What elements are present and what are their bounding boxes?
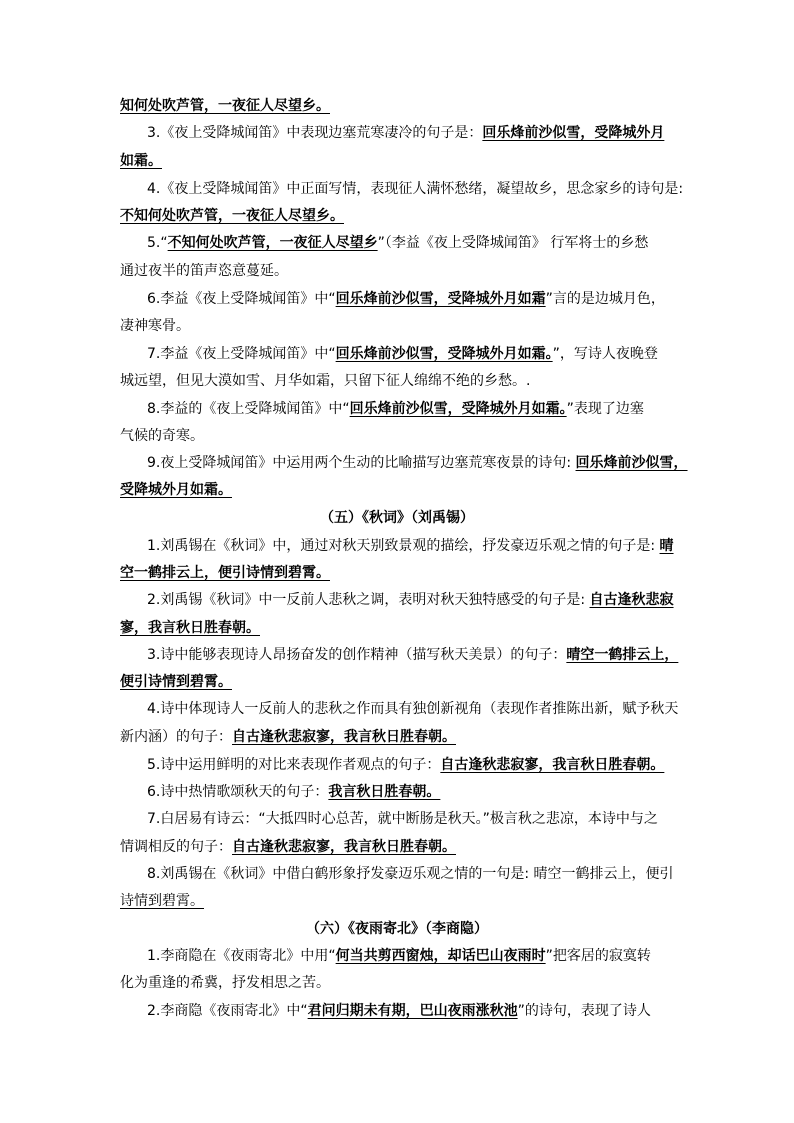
question-text: 5.“ xyxy=(147,235,168,251)
question-text: ”把客居的寂寞转 xyxy=(545,948,651,964)
answer-text: 回乐烽前沙似雪， xyxy=(575,455,688,471)
question-text: 1.李商隐在《夜雨寄北》中用“ xyxy=(147,948,336,964)
question-item xyxy=(147,589,674,611)
question-item xyxy=(147,398,644,420)
question-item xyxy=(147,1000,651,1022)
answer-text: 晴 xyxy=(659,538,674,554)
question-text: 化为重逢的希冀，抒发相思之苦。 xyxy=(120,975,330,991)
text-line xyxy=(120,425,204,447)
answer-text: 晴空一鹤排云上， xyxy=(566,647,679,663)
question-text: 6.李益《夜上受降城闻笛》中“ xyxy=(147,291,336,307)
answer-text: 回乐烽前沙似雪，受降城外月如霜。 xyxy=(335,346,553,362)
question-text: 7.白居易有诗云：“大抵四时心总苦，就中断肠是秋天。”极言秋之悲凉，本诗中与之 xyxy=(147,811,658,827)
answer-text: 我言秋日胜春朝。 xyxy=(328,784,441,800)
question-text: 2.李商隐《夜雨寄北》中“ xyxy=(147,1003,308,1019)
question-text: 3.《夜上受降城闻笛》中表现边塞荒寒凄冷的句子是： xyxy=(147,125,483,141)
text-line xyxy=(120,95,330,117)
question-item xyxy=(147,945,651,967)
question-item xyxy=(147,535,674,557)
answer-text: 诗情到碧霄。 xyxy=(120,893,204,909)
text-line xyxy=(120,671,232,693)
answer-text: 不知何处吹芦管，一夜征人尽望乡。 xyxy=(120,208,344,224)
question-item xyxy=(147,288,665,310)
question-text: ”言的是边城月色， xyxy=(545,291,665,307)
answer-text: 如霜。 xyxy=(120,153,162,169)
question-item xyxy=(147,178,683,200)
question-text: 情调相反的句子： xyxy=(120,839,232,855)
question-item xyxy=(147,644,678,666)
question-text: 新内涵）的句子： xyxy=(120,729,232,745)
question-item xyxy=(147,343,658,365)
answer-text: 便引诗情到碧霄。 xyxy=(120,674,232,690)
text-line xyxy=(120,315,190,337)
question-item xyxy=(147,452,688,474)
question-item xyxy=(147,808,658,830)
text-line xyxy=(120,479,232,501)
text-line xyxy=(120,972,330,994)
text-line xyxy=(120,205,344,227)
question-text: 通过夜半的笛声恣意蔓延。 xyxy=(120,263,288,279)
answer-text: 寥，我言秋日胜春朝。 xyxy=(120,620,260,636)
answer-text: 何当共剪西窗烛，却话巴山夜雨时 xyxy=(335,948,546,964)
answer-text: 知何处吹芦管，一夜征人尽望乡。 xyxy=(120,98,330,114)
answer-text: 自古逢秋悲寂寥，我言秋日胜春朝。 xyxy=(232,839,456,855)
question-item xyxy=(147,754,664,776)
text-line xyxy=(120,150,162,172)
question-item xyxy=(147,781,440,803)
text-line xyxy=(120,260,288,282)
question-text: 8.李益的《夜上受降城闻笛》中“ xyxy=(147,401,350,417)
section-heading: （五）《秋词》（刘禹锡） xyxy=(320,510,474,526)
question-item xyxy=(147,863,674,885)
question-text: 城远望，但见大漠如雪、月华如霜，只留下征人绵绵不绝的乡愁。. xyxy=(120,373,531,389)
question-text: 3.诗中能够表现诗人昂扬奋发的创作精神（描写秋天美景）的句子： xyxy=(147,647,567,663)
text-line xyxy=(120,562,330,584)
answer-text: 回乐烽前沙似雪，受降城外月如霜。 xyxy=(349,401,567,417)
answer-text: 不知何处吹芦管，一夜征人尽望乡 xyxy=(167,235,378,251)
question-text: 1.刘禹锡在《秋词》中，通过对秋天别致景观的描绘，抒发豪迈乐观之情的句子是: xyxy=(147,538,660,554)
question-text: 凄神寒骨。 xyxy=(120,318,190,334)
text-line xyxy=(120,370,530,392)
answer-text: 君问归期未有期，巴山夜雨涨秋池 xyxy=(307,1003,518,1019)
question-text: ”（李益《夜上受降城闻笛》 行军将士的乡愁 xyxy=(377,235,649,251)
question-text: ”表现了边塞 xyxy=(566,401,644,417)
text-line xyxy=(120,836,456,858)
question-text: 8.刘禹锡在《秋词》中借白鹤形象抒发豪迈乐观之情的一句是: 晴空一鹤排云上，便引 xyxy=(147,866,674,882)
question-text: 5.诗中运用鲜明的对比来表现作者观点的句子： xyxy=(147,757,441,773)
answer-text: 自古逢秋悲寂寥，我言秋日胜春朝。 xyxy=(232,729,456,745)
text-line xyxy=(120,890,204,912)
question-text: 4.《夜上受降城闻笛》中正面写情，表现征人满怀愁绪，凝望故乡，思念家乡的诗句是: xyxy=(147,181,684,197)
answer-text: 自古逢秋悲寂寥，我言秋日胜春朝。 xyxy=(440,757,665,773)
section-heading: （六）《夜雨寄北》（李商隐） xyxy=(306,921,488,937)
answer-text: 受降城外月如霜。 xyxy=(120,482,232,498)
answer-text: 自古逢秋悲寂 xyxy=(589,592,674,608)
answer-text: 回乐烽前沙似雪，受降城外月 xyxy=(482,125,665,141)
text-line xyxy=(120,726,456,748)
question-text: 6.诗中热情歌颂秋天的句子： xyxy=(147,784,329,800)
question-text: 2.刘禹锡《秋词》中一反前人悲秋之调，表明对秋天独特感受的句子是: xyxy=(147,592,590,608)
question-item xyxy=(147,122,664,144)
answer-text: 空一鹤排云上，便引诗情到碧霄。 xyxy=(120,565,330,581)
question-text: 7.李益《夜上受降城闻笛》中“ xyxy=(147,346,336,362)
question-text: ”，写诗人夜晚登 xyxy=(552,346,658,362)
question-text: ”的诗句，表现了诗人 xyxy=(517,1003,651,1019)
question-text: 气候的奇寒。 xyxy=(120,428,204,444)
question-item xyxy=(147,698,678,720)
answer-text: 回乐烽前沙似雪，受降城外月如霜 xyxy=(335,291,546,307)
question-item xyxy=(147,232,648,254)
text-line xyxy=(120,617,260,639)
question-text: 4.诗中体现诗人一反前人的悲秋之作而具有独创新视角（表现作者推陈出新，赋予秋天 xyxy=(147,701,679,717)
question-text: 9.夜上受降城闻笛》中运用两个生动的比喻描写边塞荒寒夜景的诗句: xyxy=(147,455,576,471)
